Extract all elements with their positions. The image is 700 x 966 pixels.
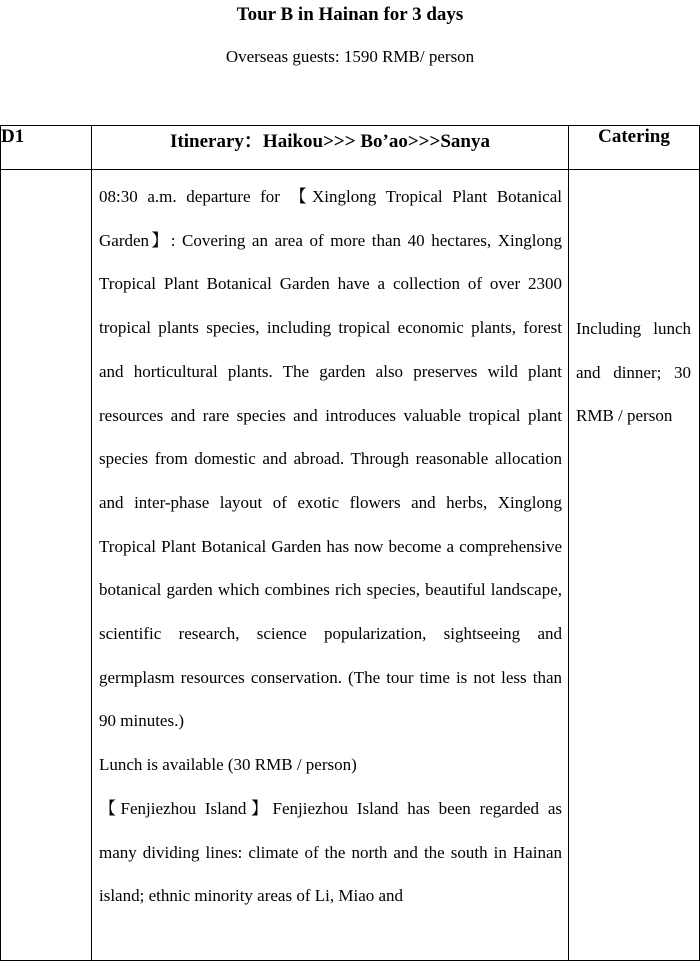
table-row: [1, 170, 700, 961]
document-title: Tour B in Hainan for 3 days: [236, 4, 464, 25]
catering-text: Including lunch and dinner; 30 RMB / person: [576, 319, 691, 426]
price-subtitle: Overseas guests: 1590 RMB/ person: [225, 47, 475, 66]
itinerary-header: Itinerary：Haikou>>> Bo’ao>>>Sanya: [92, 126, 569, 170]
itinerary-paragraph-fenjiezhou: 【Fenjiezhou Island】Fenjiezhou Island has been regarded as many dividing lines: climate of the north and the south in Hainan island; ethnic minority areas of Li, Miao and: [99, 798, 562, 906]
day-header: D1: [1, 126, 92, 170]
day-cell: [1, 170, 92, 961]
catering-cell: [569, 170, 700, 961]
table-header-row: [1, 126, 700, 170]
itinerary-table: [0, 125, 700, 961]
itinerary-paragraph-botanical-garden: 08:30 a.m. departure for 【Xinglong Tropical Plant Botanical Garden】: Covering an area of more than 40 hectares, Xinglong Tropical Plant Botanical Garden have a collection of over 2300 tropical plants species, including tropical economic plants, forest and horticultural plants. The garden also preserves wild plant resources and rare species and introduces valuable tropical plant species from domestic and abroad. Through reasonable allocation and inter-phase layout of exotic flowers and herbs, Xinglong Tropical Plant Botanical Garden has now become a comprehensive botanical garden which combines rich species, beautiful landscape, scientific research, science popularization, sightseeing and germplasm resources conservation. (The tour time is not less than 90 minutes.): [99, 187, 562, 731]
itinerary-text: [92, 170, 568, 918]
itinerary-cell: [92, 170, 569, 961]
catering-header: Catering: [569, 126, 700, 170]
itinerary-paragraph-lunch: Lunch is available (30 RMB / person): [99, 755, 357, 775]
